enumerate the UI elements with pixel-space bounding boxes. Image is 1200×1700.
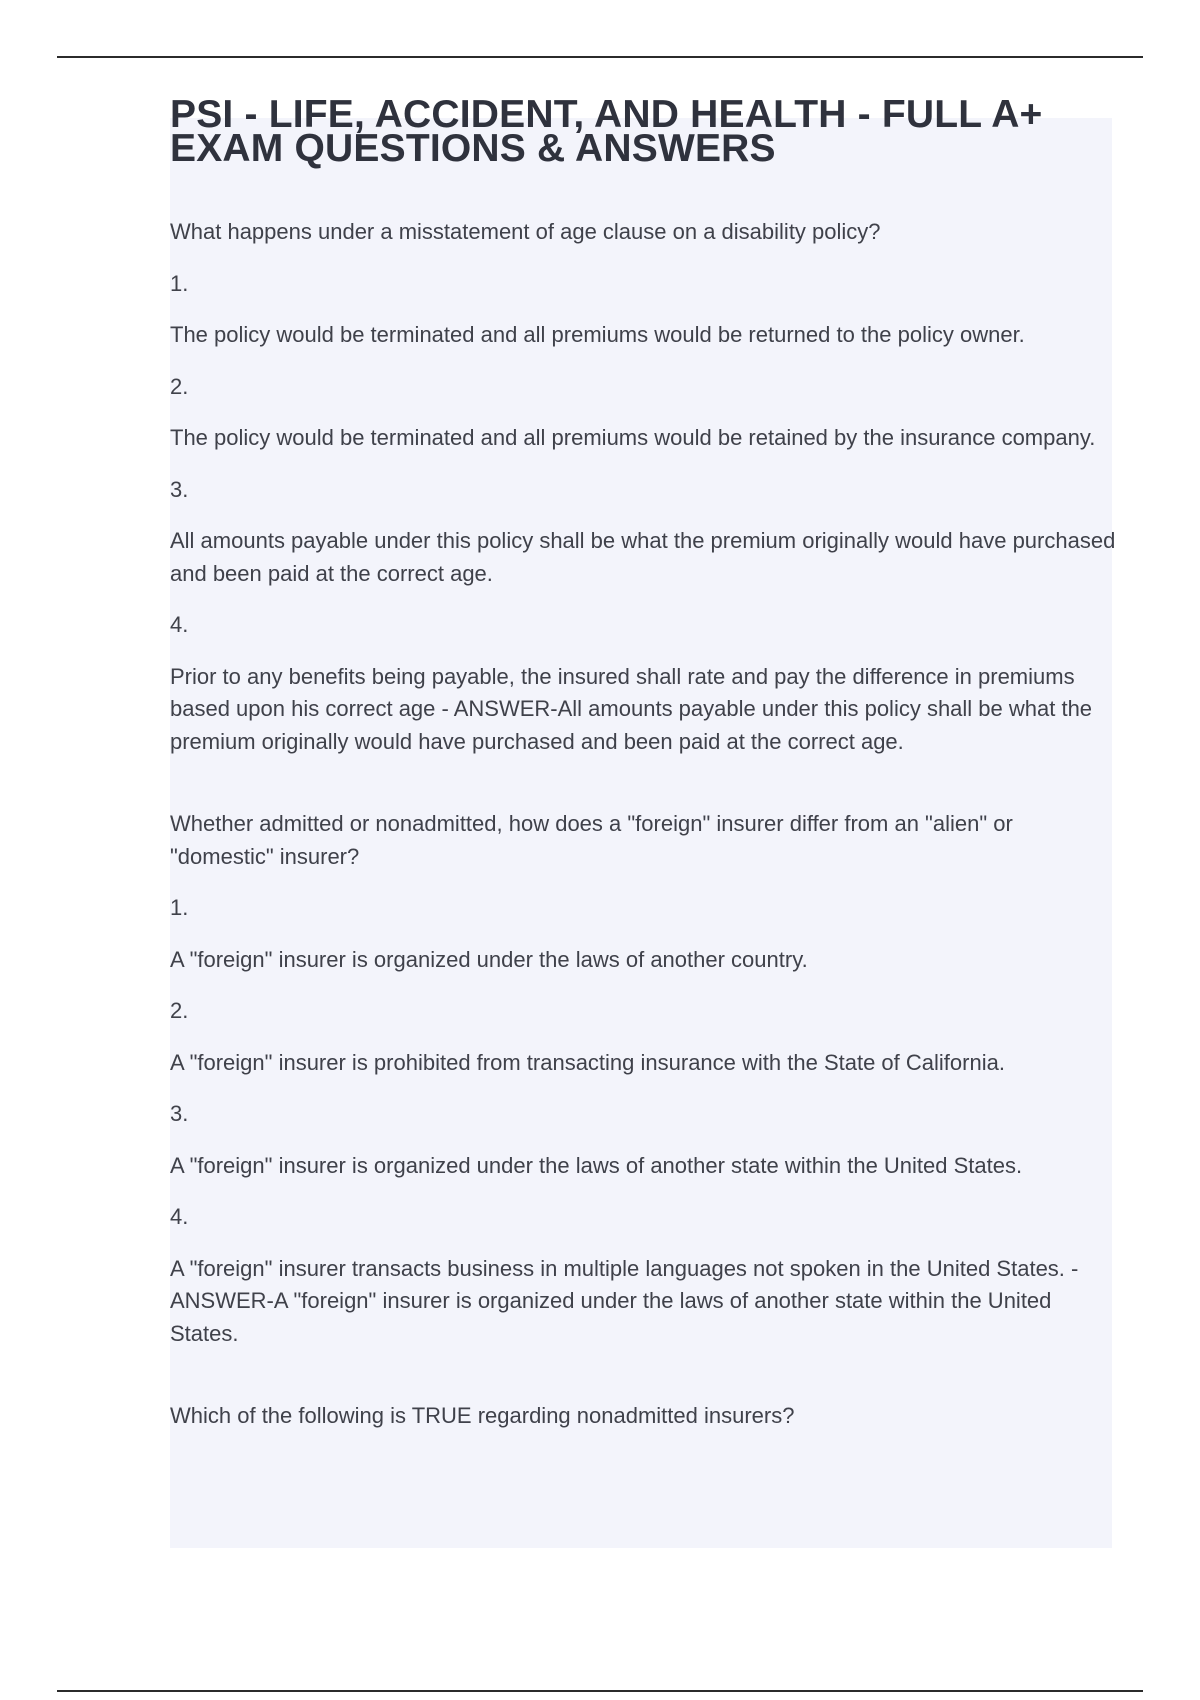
bottom-rule <box>57 1690 1143 1692</box>
option-text: A "foreign" insurer is prohibited from transacting insurance with the State of California. <box>170 1049 1005 1075</box>
option-text-with-answer: Prior to any benefits being payable, the insured shall rate and pay the difference in premiums based upon his correct age - ANSWER-All amounts payable under this policy shall be what the premium originally would have purchased and been paid at the correct age. <box>170 663 1093 754</box>
option-number: 3. <box>170 1101 189 1126</box>
document-title: PSI - LIFE, ACCIDENT, AND HEALTH - FULL A+ EXAM QUESTIONS & ANSWERS <box>170 93 1043 170</box>
option-number: 4. <box>170 612 189 637</box>
question-text: Which of the following is TRUE regarding nonadmitted insurers? <box>170 1403 795 1428</box>
option-text: A "foreign" insurer is organized under the laws of another country. <box>170 946 808 972</box>
option-number: 2. <box>170 373 189 399</box>
option-number: 1. <box>170 270 189 296</box>
option-text: All amounts payable under this policy shall be what the premium originally would have purchased and been paid at the correct age. <box>170 528 1116 586</box>
question-block <box>170 216 1120 758</box>
option-number: 1. <box>170 895 189 920</box>
document-body <box>170 93 1120 1483</box>
option-number: 2. <box>170 998 189 1023</box>
option-text-with-answer: A "foreign" insurer transacts business in multiple languages not spoken in the United States. - ANSWER-A "foreign" insurer is organized under the laws of another state within the United States. <box>170 1255 1079 1346</box>
option-number: 4. <box>170 1204 189 1229</box>
question-text: What happens under a misstatement of age clause on a disability policy? <box>170 219 881 244</box>
option-number: 3. <box>170 476 189 502</box>
option-text: The policy would be terminated and all premiums would be returned to the policy owner. <box>170 322 1025 347</box>
question-block <box>170 1400 1120 1433</box>
option-text: The policy would be terminated and all premiums would be retained by the insurance company. <box>170 425 1096 450</box>
question-text: Whether admitted or nonadmitted, how does a "foreign" insurer differ from an "alien" or "domestic" insurer? <box>170 811 1013 869</box>
option-text: A "foreign" insurer is organized under the laws of another state within the United States. <box>170 1152 1023 1178</box>
top-rule <box>57 56 1143 58</box>
question-block <box>170 808 1120 1350</box>
